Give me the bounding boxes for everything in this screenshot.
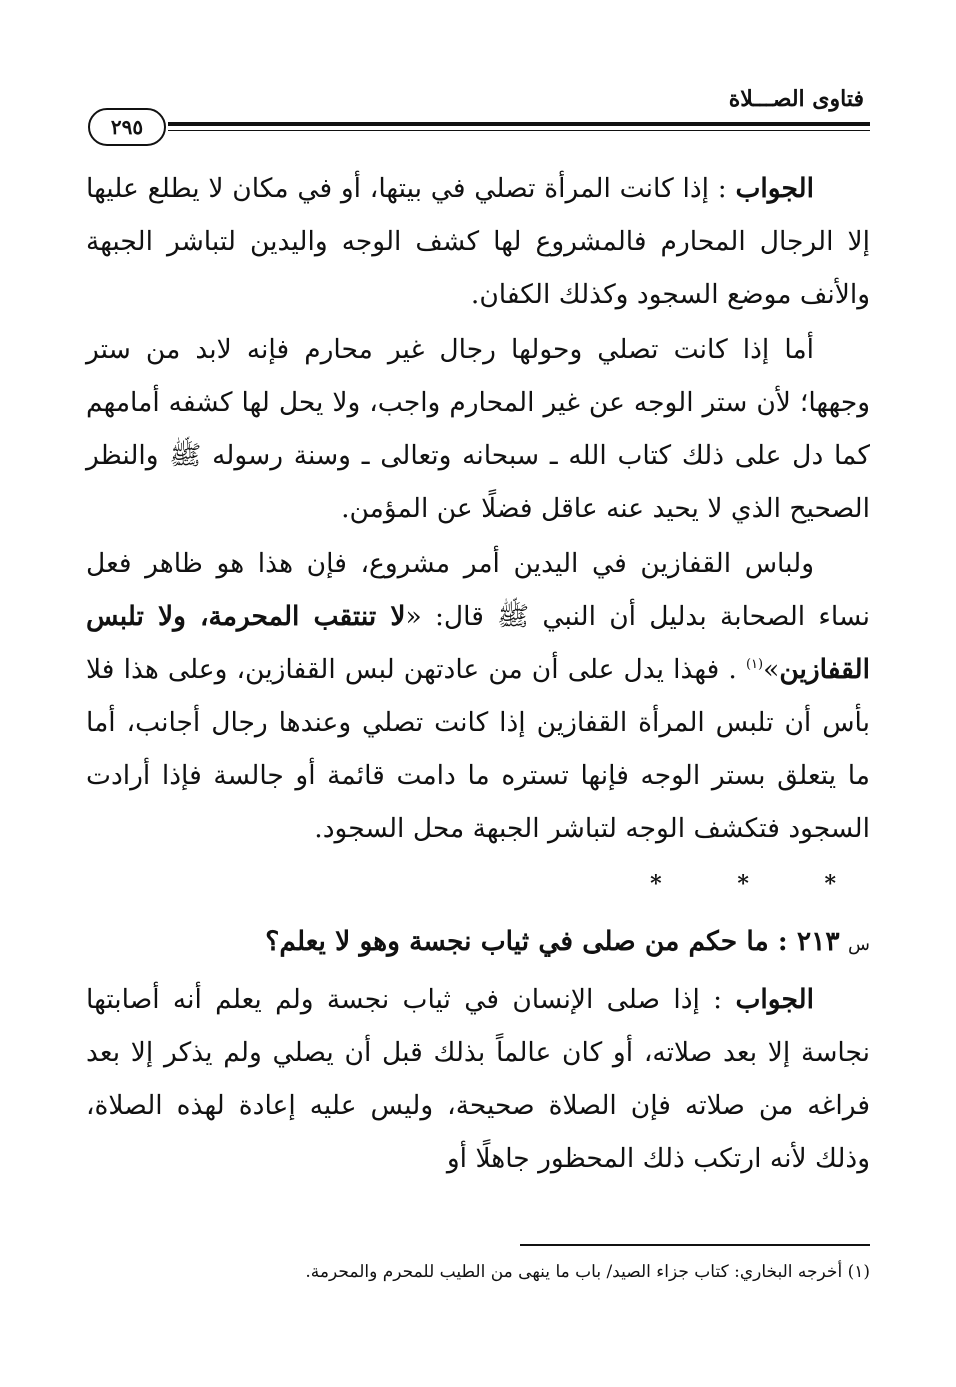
answer-label-2: الجواب (735, 984, 814, 1015)
header-rule-thick (168, 122, 870, 126)
body-text (86, 162, 870, 1187)
quote-close: » (763, 654, 780, 685)
header-rule-thin (168, 130, 870, 131)
footnote: (١) أخرجه البخاري: كتاب جزاء الصيد/ باب ما ينهى من الطيب للمحرم والمحرمة. (305, 1262, 870, 1282)
paragraph-3 (86, 537, 870, 855)
answer-text: : إذا كانت المرأة تصلي في بيتها، أو في مكان لا يطلع عليها إلا الرجال المحارم فالمشروع لها كشف الوجه واليدين لتباشر الجبهة والأنف موضع السجود وكذلك الكفان. (86, 173, 870, 310)
question-text: ٢١٣ : ما حكم من صلى في ثياب نجسة وهو لا يعلم؟ (265, 926, 840, 957)
question-label: س (848, 934, 870, 955)
question-heading (86, 915, 870, 971)
running-header-title: فتاوى الصـــلاة (728, 86, 864, 112)
hadith-quote: لا تنتقب المحرمة، ولا تلبس القفازين (86, 601, 870, 685)
paragraph-answer-1 (86, 162, 870, 321)
paragraph-answer-2 (86, 973, 870, 1185)
footnote-reference: (١) (745, 657, 764, 673)
paragraph-2: أما إذا كانت تصلي وحولها رجال غير محارم فإنه لابد من ستر وجهها؛ لأن ستر الوجه عن غير المحارم واجب، ولا يحل لها كشفه أمامهم كما دل على ذلك كتاب الله ـ سبحانه وتعالى ـ وسنة رسوله ﷺ والنظر الصحيح الذي لا يحيد عنه عاقل فضلًا عن المؤمن. (86, 334, 870, 524)
footnote-rule (520, 1244, 870, 1246)
paragraph-3-before: ولباس القفازين في اليدين أمر مشروع، فإن هذا هو ظاهر فعل نساء الصحابة بدليل أن النبي ﷺ قال: « (86, 548, 870, 632)
page-number: ٢٩٥ (110, 115, 144, 139)
page-number-badge (88, 108, 166, 146)
section-separator: * * * (650, 871, 870, 897)
answer-text-2: : إذا صلى الإنسان في ثياب نجسة ولم يعلم أنه أصابتها نجاسة إلا بعد صلاته، أو كان عالماً بذلك قبل أن يصلي ولم يذكر إلا بعد فراغه من صلاته فإن الصلاة صحيحة، وليس عليه إعادة لهذه الصلاة، وذلك لأنه ارتكب ذلك المحظور جاهلًا أو (86, 984, 870, 1174)
answer-label: الجواب (735, 173, 814, 204)
paragraph-3-after: . فهذا يدل على أن من عادتهن لبس القفازين، وعلى هذا فلا بأس أن تلبس المرأة القفازين إذا كانت تصلي وعندها رجال أجانب، أما ما يتعلق بستر الوجه فإنها تستره ما دامت قائمة أو جالسة فإذا أرادت السجود فتكشف الوجه لتباشر الجبهة محل السجود. (86, 654, 870, 844)
